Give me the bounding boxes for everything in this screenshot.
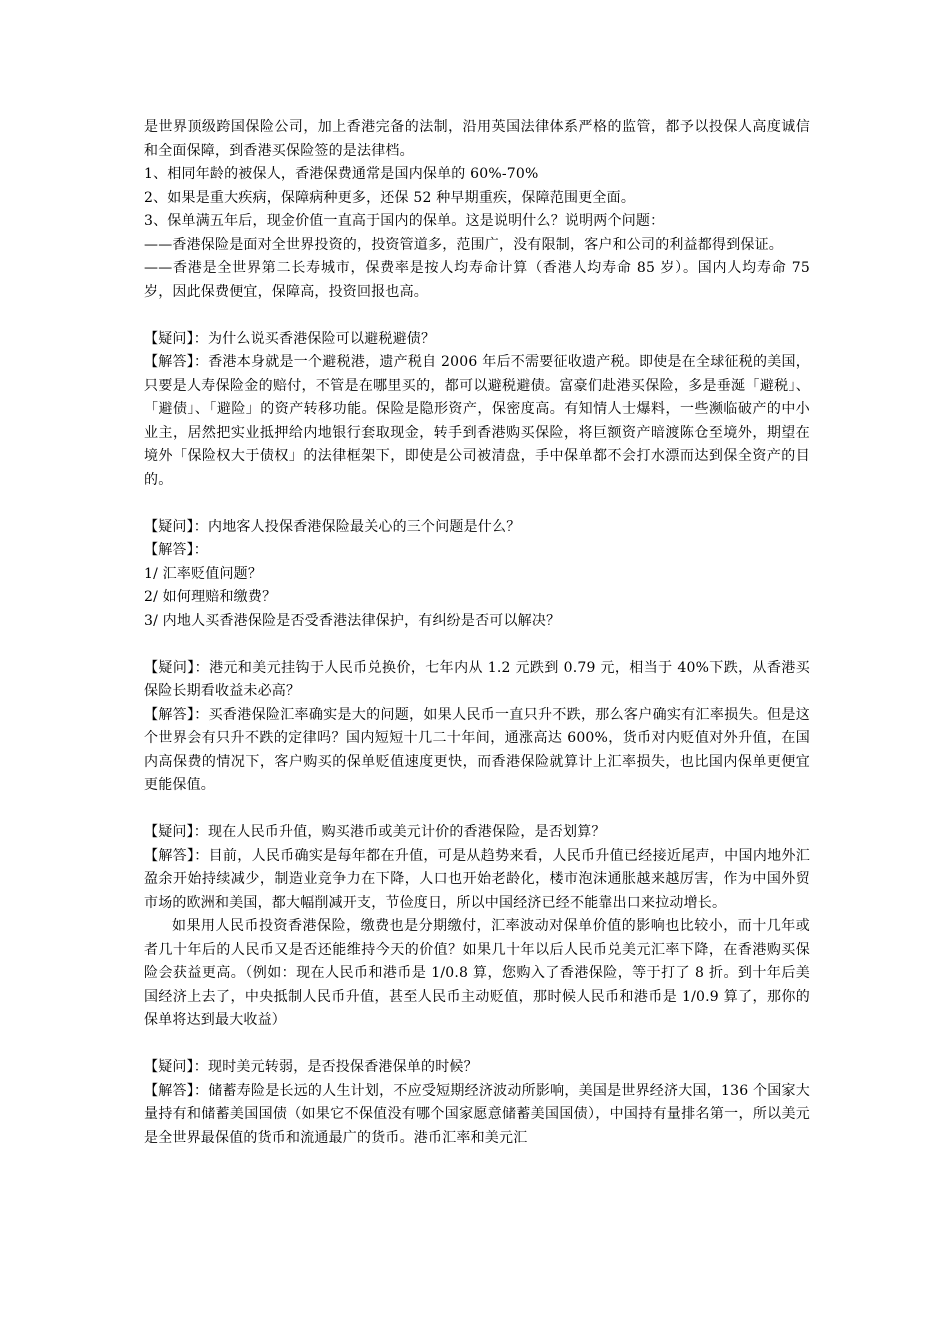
question-1: 【疑问】：为什么说买香港保险可以避税避债？ [144,330,436,347]
answer-2-item: 3/ 内地人买香港保险是否受香港法律保护，有纠纷是否可以解决？ [144,612,561,629]
question-4: 【疑问】：现在人民币升值，购买港币或美元计价的香港保险，是否划算？ [144,824,606,840]
intro-point-2: 2、如果是重大疾病，保障病种更多，还保 52 种早期重疾，保障范围更全面。 [144,189,636,206]
spacer [144,492,810,516]
answer-5: 【解答】：储蓄寿险是长远的人生计划，不应受短期经济波动所影响，美国是世界经济大国，136 个国家大量持有和储蓄美国国债（如果它不保值没有哪个国家愿意储蓄美国国债），中国持有量排名第一，所以美元是全世界最保值的货币和流通最广的货币。港币汇率和美元汇 [144,1082,810,1146]
spacer [144,633,810,657]
question-3: 【疑问】：港元和美元挂钩于人民币兑换价，七年内从 1.2 元跌到 0.79 元，相当于 40%下跌，从香港买保险长期看收益未必高？ [144,659,810,699]
question-5: 【疑问】：现时美元转弱，是否投保香港保单的时候？ [144,1059,478,1075]
document-body [144,116,810,1150]
answer-2-item: 1/ 汇率贬值问题？ [144,565,263,582]
answer-2-item: 2/ 如何理赔和缴费？ [144,589,277,605]
answer-4-continued: 如果用人民币投资香港保险，缴费也是分期缴付，汇率波动对保单价值的影响也比较小，而十几年或者几十年后的人民币又是否还能维持今天的价值？如果几十年以后人民币兑美元汇率下降，在香港购买保险会获益更高。（例如：现在人民币和港币是 1/0.8 算，您购入了香港保险，等于打了 8 折。到十年后美国经济上去了，中央抵制人民币升值，甚至人民币主动贬值，那时候人民币和港币是 1/0.9 算了，那你的保单将达到最大收益） [144,918,810,1028]
answer-1: 【解答】：香港本身就是一个避税港，遗产税自 2006 年后不需要征收遗产税。即使是在全球征税的美国，只要是人寿保险金的赔付，不管是在哪里买的，都可以避税避债。富豪们赴港买保险，多是垂涎「避税」、「避债」、「避险」的资产转移功能。保险是隐形资产，保密度高。有知情人士爆料，一些濒临破产的中小业主，居然把实业抵押给内地银行套取现金，转手到香港购买保险，将巨额资产暗渡陈仓至境外，期望在境外「保险权大于债权」的法律框架下，即使是公司被清盘，手中保单都不会打水漂而达到保全资产的目的。 [144,354,810,488]
spacer [144,798,810,822]
spacer [144,304,810,328]
spacer [144,1033,810,1057]
intro-dash-2: ——香港是全世界第二长寿城市，保费率是按人均寿命计算（香港人均寿命 85 岁）。国内人均寿命 75 岁，因此保费便宜，保障高，投资回报也高。 [144,260,810,300]
answer-2: 【解答】： [144,542,208,558]
intro-point-3: 3、保单满五年后，现金价值一直高于国内的保单。这是说明什么？说明两个问题： [144,213,665,229]
question-2: 【疑问】：内地客人投保香港保险最关心的三个问题是什么？ [144,518,521,535]
intro-dash-1: ——香港保险是面对全世界投资的，投资管道多，范围广，没有限制，客户和公司的利益都得到保证。 [144,236,783,253]
intro-paragraph: 是世界顶级跨国保险公司，加上香港完备的法制，沿用英国法律体系严格的监管，都予以投保人高度诚信和全面保障，到香港买保险签的是法律档。 [144,119,810,159]
intro-point-1: 1、相同年龄的被保人，香港保费通常是国内保单的 60%-70% [144,166,539,182]
answer-4: 【解答】：目前，人民币确实是每年都在升值，可是从趋势来看，人民币升值已经接近尾声，中国内地外汇盈余开始持续减少，制造业竞争力在下降，人口也开始老龄化，楼市泡沫通胀越来越厉害，作为中国外贸市场的欧洲和美国，都大幅削减开支，节俭度日，所以中国经济已经不能靠出口来拉动增长。 [144,847,810,911]
answer-3: 【解答】：买香港保险汇率确实是大的问题，如果人民币一直只升不跌，那么客户确实有汇率损失。但是这个世界会有只升不跌的定律吗？国内短短十几二十年间，通涨高达 600%，货币对内贬值对外升值，在国内高保费的情况下，客户购买的保单贬值速度更快，而香港保险就算计上汇率损失，也比国内保单更便宜更能保值。 [144,706,810,793]
